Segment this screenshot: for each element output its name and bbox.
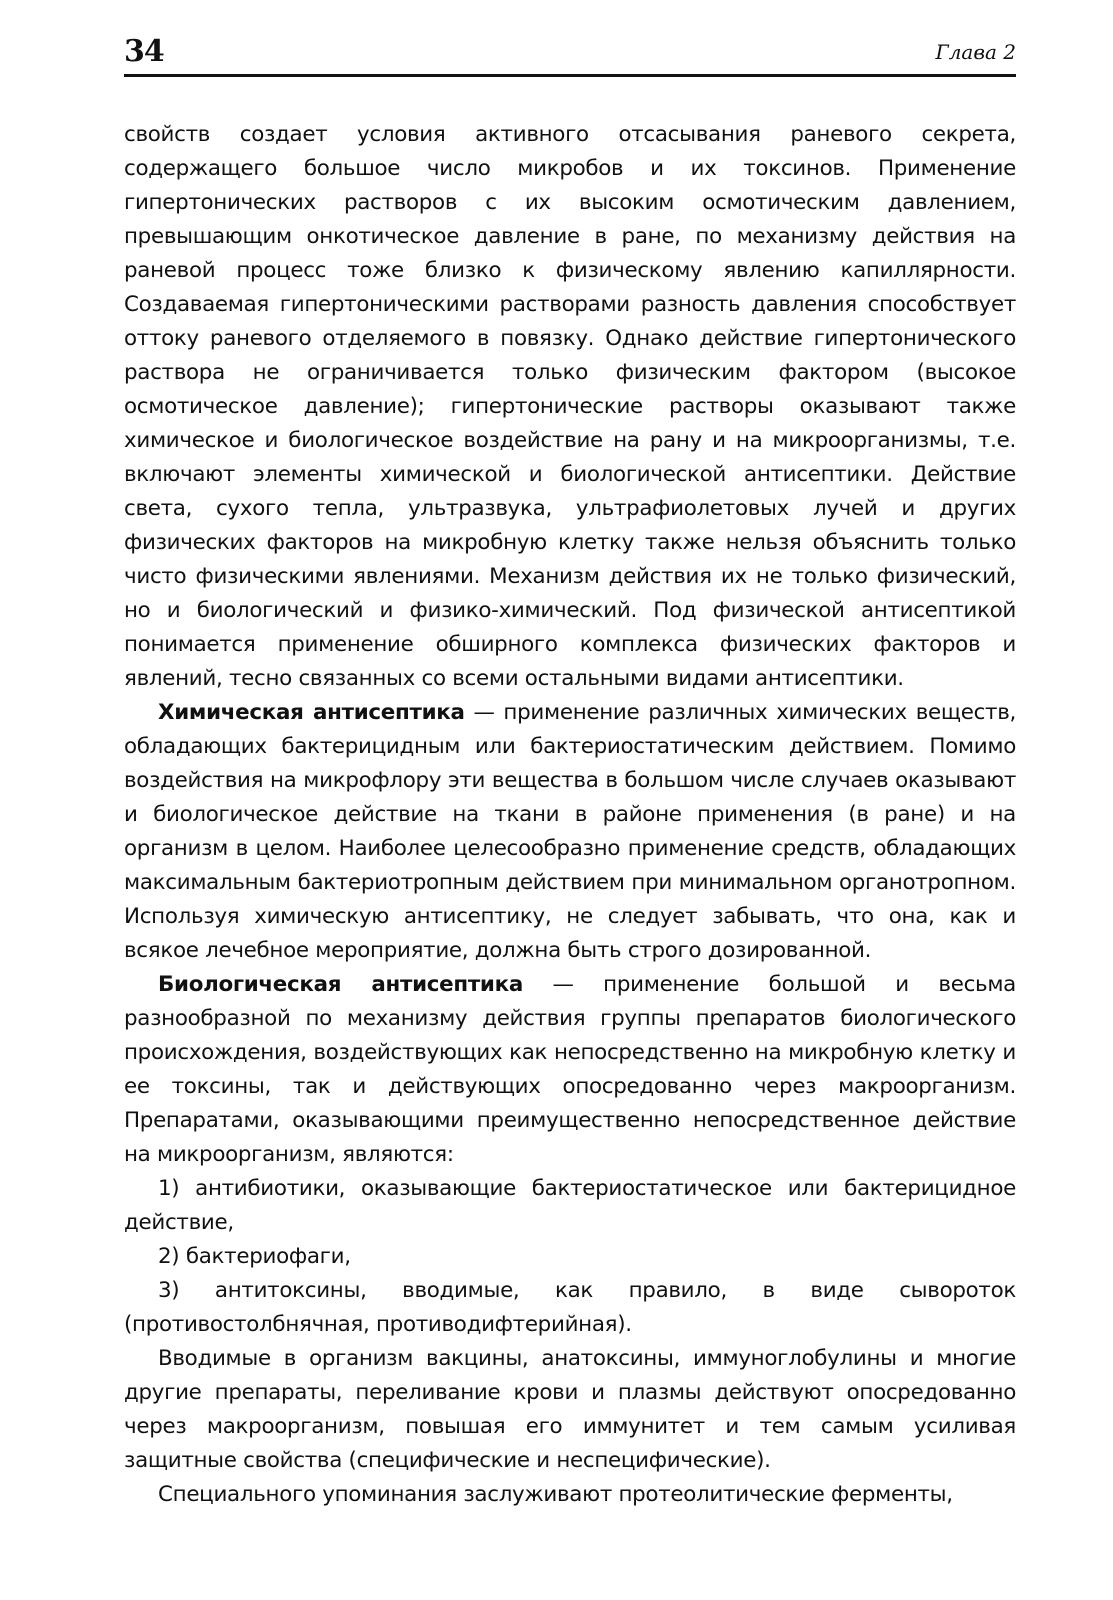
paragraph: свойств создает условия активного отсасывания раневого секрета, содержащего большое число микробов и их токсинов. Применение гипертонических растворов с их высоким осмотическим давлением, превышающим онкотическое давление в ране, по механизму действия на раневой процесс тоже близко к физическому явлению капиллярности. Создаваемая гипертоническими растворами разность давления способствует оттоку раневого отделяемого в повязку. Однако действие гипертонического раствора не ограничивается только физическим фактором (высокое осмотическое давление); гипертонические растворы оказывают также химическое и биологическое воздействие на рану и на микроорганизмы, т.е. включают элементы химической и биологической антисептики. Действие света, сухого тепла, ультразвука, ультрафиолетовых лучей и других физических факторов на микробную клетку также нельзя объяснить только чисто физическими явлениями. Механизм действия их не только физический, но и биологический и физико-химический. Под физической антисептикой понимается применение обширного комплекса физических факторов и явлений, тесно связанных со всеми остальными видами антисептики. <box>124 122 1016 691</box>
page-header <box>124 34 1016 77</box>
chapter-label: Глава 2 <box>935 40 1016 64</box>
list-item: 1) антибиотики, оказывающие бактериостатическое или бактерицидное действие, <box>124 1176 1016 1235</box>
definition-text: — применение различных химических веществ, обладающих бактерицидным или бактериостатическим действием. Помимо воздействия на микрофлору эти вещества в большом числе случаев оказывают и биологическое действие на ткани в районе применения (в ране) и на организм в целом. Наиболее целесообразно применение средств, обладающих максимальным бактериотропным действием при минимальном органотропном. Используя химическую антисептику, не следует забывать, что она, как и всякое лечебное мероприятие, должна быть строго дозированной. <box>124 700 1016 963</box>
paragraph: Специального упоминания заслуживают протеолитические ферменты, <box>158 1482 953 1507</box>
list-item: 2) бактериофаги, <box>158 1244 351 1269</box>
paragraph: Вводимые в организм вакцины, анатоксины, иммуноглобулины и многие другие препараты, переливание крови и плазмы действуют опосредованно через макроорганизм, повышая его иммунитет и тем самым усиливая защитные свойства (специфические и неспецифические). <box>124 1346 1016 1473</box>
term-biological-antiseptics: Биологическая антисептика <box>158 972 523 997</box>
body-text <box>124 118 1016 1512</box>
paragraph-biological-antiseptics <box>124 968 1016 1172</box>
definition-text: — применение большой и весьма разнообразной по механизму действия группы препаратов биологического происхождения, воздействующих как непосредственно на микробную клетку и ее токсины, так и действующих опосредованно через макроорганизм. Препаратами, оказывающими преимущественно непосредственное действие на микроорганизм, являются: <box>124 972 1016 1167</box>
list-item: 3) антитоксины, вводимые, как правило, в виде сывороток (противостолбнячная, противодифтерийная). <box>124 1278 1016 1337</box>
paragraph-chemical-antiseptics <box>124 696 1016 968</box>
term-chemical-antiseptics: Химическая антисептика <box>158 700 465 725</box>
page-number: 34 <box>124 34 164 69</box>
